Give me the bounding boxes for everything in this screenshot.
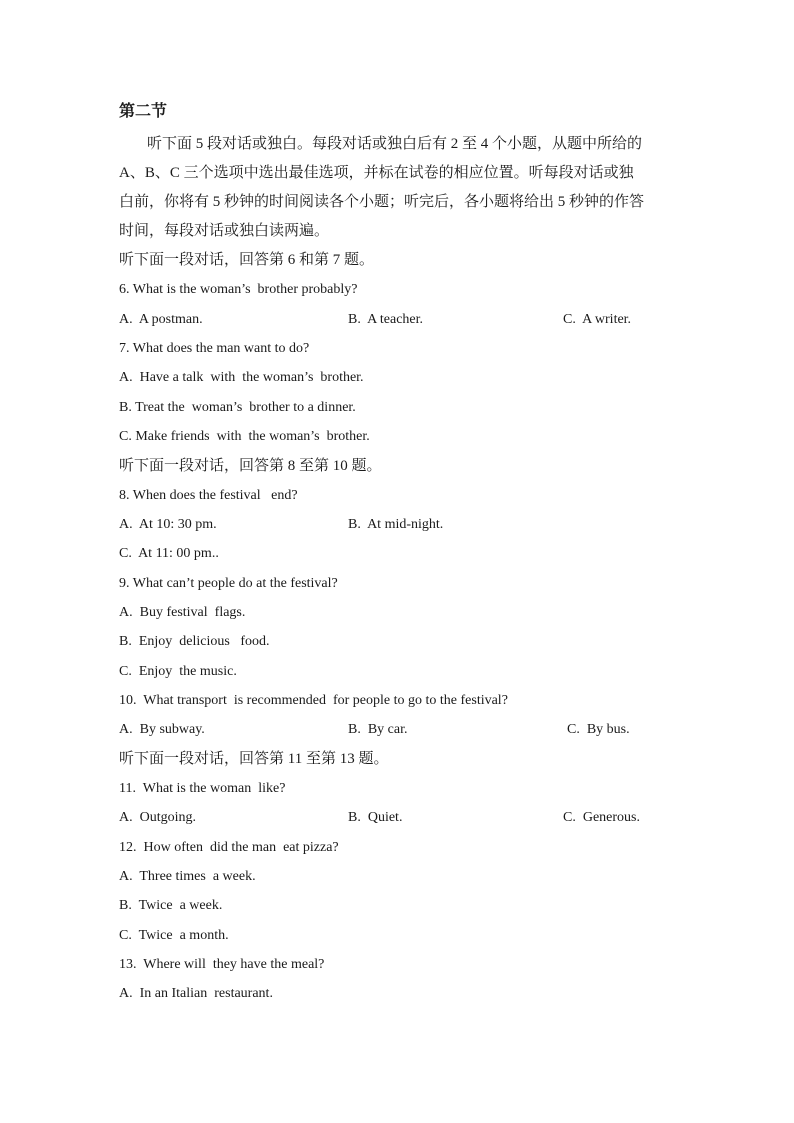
question-7-option-b: B. Treat the woman’s brother to a dinner. <box>119 400 356 415</box>
question-11-options <box>0 808 794 828</box>
question-7: 7. What does the man want to do? <box>119 341 310 356</box>
instruction-line-2: A、B、C 三个选项中选出最佳选项，并标在试卷的相应位置。听每段对话或独 <box>119 165 634 181</box>
question-8-option-b: B. At mid-night. <box>348 517 444 532</box>
question-12: 12. How often did the man eat pizza? <box>119 840 339 855</box>
question-8-option-c: C. At 11: 00 pm.. <box>119 546 219 561</box>
question-11-option-a: A. Outgoing. <box>119 810 196 825</box>
question-6-options <box>0 310 794 330</box>
question-12-option-b: B. Twice a week. <box>119 898 223 913</box>
question-6-option-c: C. A writer. <box>563 312 632 327</box>
question-10: 10. What transport is recommended for people to go to the festival? <box>119 693 508 708</box>
question-10-option-c: C. By bus. <box>567 722 630 737</box>
question-10-options <box>0 720 794 740</box>
question-12-option-a: A. Three times a week. <box>119 869 256 884</box>
group-header-6-7: 听下面一段对话，回答第 6 和第 7 题。 <box>119 252 375 268</box>
question-6-option-b: B. A teacher. <box>348 312 424 327</box>
question-9: 9. What can’t people do at the festival? <box>119 576 338 591</box>
question-13: 13. Where will they have the meal? <box>119 957 325 972</box>
question-6: 6. What is the woman’s brother probably? <box>119 282 358 297</box>
instruction-line-3: 白前，你将有 5 秒钟的时间阅读各个小题；听完后，各小题将给出 5 秒钟的作答 <box>119 194 645 210</box>
question-11-option-c: C. Generous. <box>563 810 640 825</box>
question-9-option-a: A. Buy festival flags. <box>119 605 246 620</box>
instruction-line-1: 听下面 5 段对话或独白。每段对话或独白后有 2 至 4 个小题，从题中所给的 <box>147 136 643 152</box>
question-8-options <box>0 515 794 535</box>
question-9-option-b: B. Enjoy delicious food. <box>119 634 270 649</box>
question-13-option-a: A. In an Italian restaurant. <box>119 986 273 1001</box>
instruction-line-4: 时间，每段对话或独白读两遍。 <box>119 223 330 239</box>
question-8: 8. When does the festival end? <box>119 488 298 503</box>
question-12-option-c: C. Twice a month. <box>119 928 229 943</box>
section-title: 第二节 <box>119 103 168 120</box>
group-header-11-13: 听下面一段对话，回答第 11 至第 13 题。 <box>119 751 389 767</box>
question-8-option-a: A. At 10: 30 pm. <box>119 517 217 532</box>
question-9-option-c: C. Enjoy the music. <box>119 664 237 679</box>
question-7-option-a: A. Have a talk with the woman’s brother. <box>119 370 364 385</box>
question-10-option-a: A. By subway. <box>119 722 205 737</box>
question-10-option-b: B. By car. <box>348 722 408 737</box>
group-header-8-10: 听下面一段对话，回答第 8 至第 10 题。 <box>119 458 382 474</box>
question-11-option-b: B. Quiet. <box>348 810 403 825</box>
question-6-option-a: A. A postman. <box>119 312 203 327</box>
question-7-option-c: C. Make friends with the woman’s brother. <box>119 429 370 444</box>
question-11: 11. What is the woman like? <box>119 781 286 796</box>
